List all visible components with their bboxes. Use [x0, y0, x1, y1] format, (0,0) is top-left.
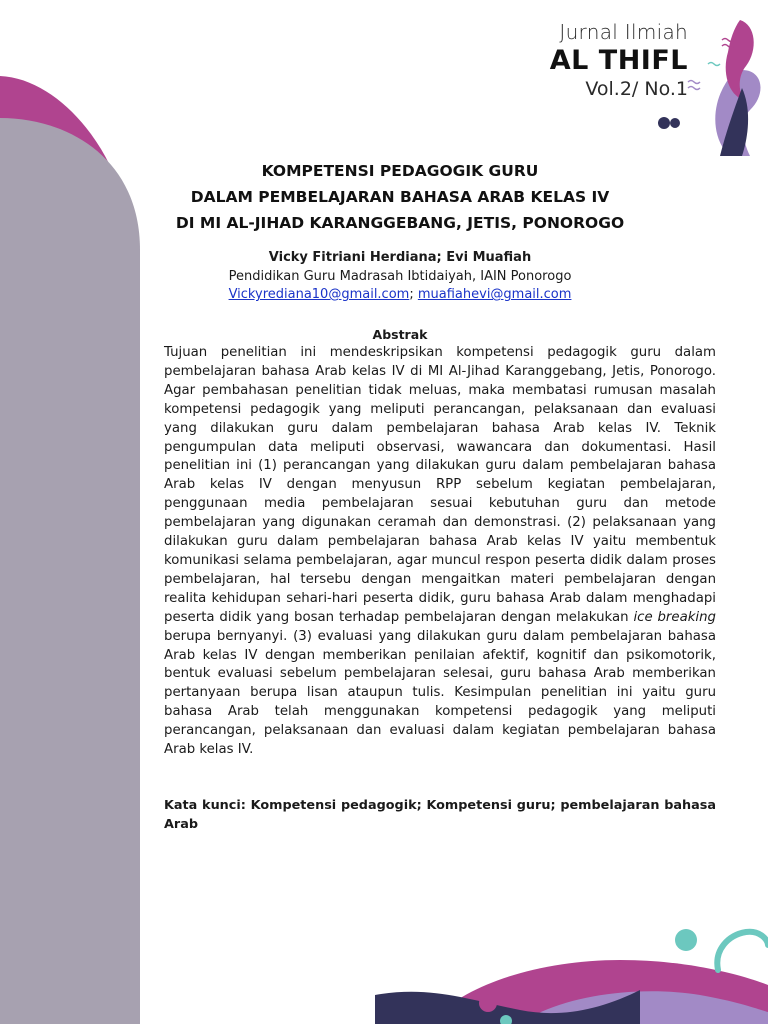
logo-wave-lavender: [688, 81, 700, 90]
journal-header: [550, 20, 688, 100]
journal-volume: Vol.2/ No.1: [585, 78, 688, 100]
title-line: KOMPETENSI PEDAGOGIK GURU: [261, 162, 539, 180]
logo-wave-teal: [708, 63, 720, 66]
email-link[interactable]: muafiahevi@gmail.com: [417, 287, 572, 302]
journal-name: AL THIFL: [549, 45, 688, 76]
paper-title: [150, 158, 650, 236]
email-separator: ;: [409, 287, 414, 302]
bottom-teal-dot: [675, 929, 697, 951]
abstract-body: [164, 344, 716, 760]
title-line: DI MI AL-JIHAD KARANGGEBANG, JETIS, PONOROGO: [175, 214, 625, 232]
logo-dot-navy: [658, 117, 670, 129]
journal-label: Jurnal Ilmiah: [559, 20, 688, 44]
authors: Vicky Fitriani Herdiana; Evi Muafiah: [268, 250, 532, 265]
left-gray-panel: [0, 118, 140, 1024]
abstract-heading: Abstrak: [372, 327, 428, 342]
logo-dot-navy-small: [670, 118, 680, 128]
email-link[interactable]: Vickyrediana10@gmail.com: [228, 287, 410, 302]
abstract-text: berupa bernyanyi. (3) evaluasi yang dilakukan guru dalam pembelajaran bahasa Arab kelas IV dengan memberikan penilaian afektif, kognitif dan psikomotorik, bentuk evaluasi sebelum pembelajaran selesai, guru bahasa Arab memberikan pertanyaan berupa lisan ataupun tulis. Kesimpulan penelitian ini yaitu guru bahasa Arab telah menggunakan kompetensi pedagogik yang meliputi perancangan, pelaksanaan dan evaluasi dalam kegiatan pembelajaran bahasa Arab kelas IV.: [164, 628, 716, 758]
author-emails: [165, 287, 635, 302]
abstract-italic-term: ice breaking: [633, 609, 716, 625]
abstract-text: Tujuan penelitian ini mendeskripsikan kompetensi pedagogik guru dalam pembelajaran bahasa Arab kelas IV di MI Al-Jihad Karanggebang, Jetis, Ponorogo. Agar pembahasan penelitian tidak meluas, maka membatasi rumusan masalah kompetensi pedagogik yang meliputi perancangan, pelaksanaan dan evaluasi yang dilakukan guru dalam pembelajaran bahasa Arab kelas IV. Teknik pengumpulan data meliputi observasi, wawancara dan dokumentasi. Hasil penelitian ini (1) perancangan yang dilakukan guru dalam pembelajaran bahasa Arab kelas IV dengan menyusun RPP sebelum kegiatan pembelajaran, penggunaan media pembelajaran sesuai kebutuhan guru dan metode pembelajaran yang digunakan ceramah dan demonstrasi. (2) pelaksanaan yang dilakukan guru dalam pembelajaran bahasa Arab kelas IV yaitu membentuk komunikasi selama pembelajaran, agar muncul respon peserta didik dalam proses pembelajaran, hal tersebu dengan mengaitkan materi pembelajaran dengan realita kehidupan sehari-hari peserta didik, guru bahasa Arab dalam menghadapi peserta didik yang bosan terhadap pembelajaran dengan melakukan: [164, 345, 716, 625]
bottom-magenta-dot: [479, 994, 497, 1012]
keywords: Kata kunci: Kompetensi pedagogik; Kompetensi guru; pembelajaran bahasa Arab: [164, 798, 716, 832]
affiliation: Pendidikan Guru Madrasah Ibtidaiyah, IAIN Ponorogo: [228, 269, 572, 284]
bottom-teal-swirl: [717, 932, 768, 970]
title-line: DALAM PEMBELAJARAN BAHASA ARAB KELAS IV: [190, 188, 610, 206]
